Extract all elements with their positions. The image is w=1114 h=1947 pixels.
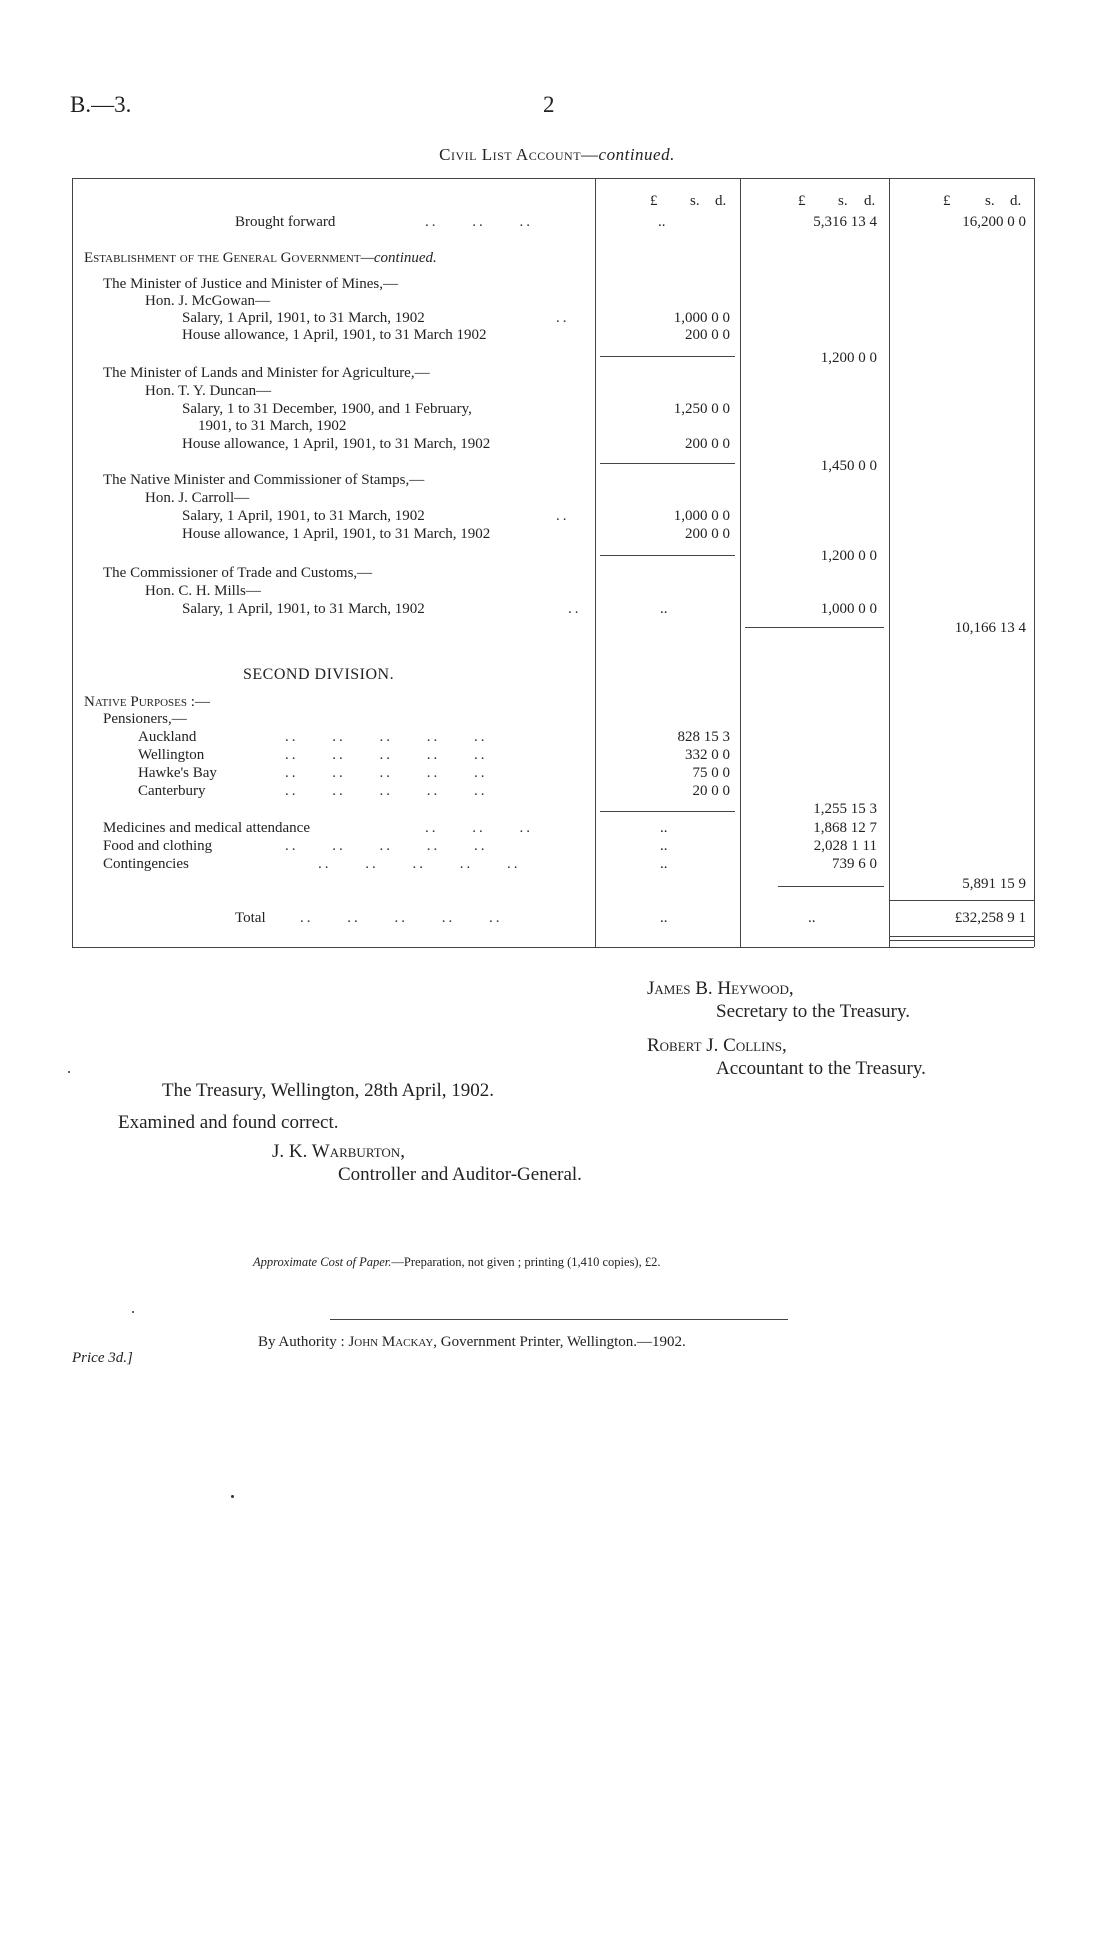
leader-dots: .. .. .. .. .. (285, 747, 488, 763)
col3-shillings-head: s. (985, 193, 995, 209)
native-item-amount: 739 6 0 (832, 856, 877, 872)
second-division-heading: SECOND DIVISION. (243, 666, 395, 683)
imprint-suffix: , Government Printer, Wellington.—1902. (433, 1334, 686, 1350)
pensioner-place: Wellington (138, 747, 205, 763)
establishment-continued: —continued. (360, 250, 437, 266)
imprint-printer-name: John Mackay (348, 1334, 434, 1350)
minister-total: 1,450 0 0 (820, 458, 877, 474)
native-item-col1: .. (660, 856, 668, 872)
minister-line-text: 1901, to 31 March, 1902 (198, 418, 347, 434)
brought-forward-col2: 5,316 13 4 (813, 214, 877, 230)
total-col2: .. (808, 910, 816, 926)
title-continued: continued. (598, 145, 675, 164)
title-main: Civil List Account (439, 145, 582, 164)
subtotal-rule (778, 886, 884, 887)
col1-pounds-head: £ (650, 193, 658, 209)
minister-total: 1,000 0 0 (820, 601, 877, 617)
total-label: Total (235, 910, 266, 926)
minister-title: The Commissioner of Trade and Customs,— (103, 565, 373, 581)
minister-line-amount: 1,250 0 0 (673, 401, 730, 417)
leader-dots: .. .. .. .. .. (318, 856, 521, 872)
col2-shillings-head: s. (838, 193, 848, 209)
minister-line-text: Salary, 1 to 31 December, 1900, and 1 February, (182, 401, 472, 417)
minister-line-text: House allowance, 1 April, 1901, to 31 March, 1902 (182, 526, 491, 542)
examined-statement: Examined and found correct. (118, 1112, 339, 1133)
pensioners-total: 1,255 15 3 (813, 801, 877, 817)
signatory-collins-name: Robert J. Collins, (647, 1035, 787, 1056)
subtotal-rule (600, 555, 735, 556)
minister-total: 1,200 0 0 (820, 350, 877, 366)
native-item-amount: 2,028 1 11 (813, 838, 877, 854)
table-divider-3 (889, 178, 890, 947)
native-item-amount: 1,868 12 7 (813, 820, 877, 836)
pensioner-amount: 332 0 0 (685, 747, 730, 763)
pensioners-label: Pensioners,— (103, 711, 187, 727)
pensioner-place: Hawke's Bay (138, 765, 217, 781)
minister-line-amount: .. (660, 601, 668, 617)
minister-title: The Minister of Justice and Minister of Mines,— (103, 276, 398, 292)
minister-name: Hon. T. Y. Duncan— (145, 383, 272, 399)
minister-name: Hon. J. McGowan— (145, 293, 270, 309)
minister-line-amount: 200 0 0 (685, 327, 730, 343)
leader-dots: .. .. .. .. .. (285, 765, 488, 781)
minister-title: The Native Minister and Commissioner of Stamps,— (103, 472, 425, 488)
total-rule-top (889, 900, 1034, 901)
signatory-heywood-name: James B. Heywood, (647, 978, 794, 999)
leader-dots: .. .. .. (425, 214, 533, 230)
subtotal-rule (600, 811, 735, 812)
native-purposes-total: 5,891 15 9 (962, 876, 1026, 892)
cost-text: —Preparation, not given ; printing (1,410 copies), £2. (391, 1255, 661, 1269)
col2-pounds-head: £ (798, 193, 806, 209)
col2-pence-head: d. (864, 193, 876, 209)
minister-name: Hon. C. H. Mills— (145, 583, 261, 599)
leader-dots: .. .. .. .. .. (300, 910, 503, 926)
page-number: 2 (543, 92, 555, 117)
col1-pence-head: d. (715, 193, 727, 209)
leader-dots: .. (556, 508, 570, 524)
leader-dots: .. .. .. .. .. (285, 729, 488, 745)
price-note: Price 3d.] (72, 1350, 133, 1366)
minister-line-text: House allowance, 1 April, 1901, to 31 March 1902 (182, 327, 487, 343)
title-dash: — (581, 145, 599, 164)
minister-line-text: Salary, 1 April, 1901, to 31 March, 1902 (182, 601, 425, 617)
subtotal-rule (600, 356, 735, 357)
native-purposes-heading: Native Purposes :— (84, 694, 210, 710)
scan-speck (231, 1495, 234, 1498)
native-item-label: Medicines and medical attendance (103, 820, 310, 836)
leader-dots: .. .. .. .. .. (285, 783, 488, 799)
minister-name: Hon. J. Carroll— (145, 490, 250, 506)
scan-speck (132, 1311, 134, 1313)
native-item-label: Food and clothing (103, 838, 213, 854)
native-item-col1: .. (660, 838, 668, 854)
pensioner-amount: 20 0 0 (692, 783, 730, 799)
col3-pounds-head: £ (943, 193, 951, 209)
native-item-label: Contingencies (103, 856, 189, 872)
pensioner-place: Canterbury (138, 783, 206, 799)
imprint-prefix: By Authority : (258, 1334, 349, 1350)
table-divider-1 (595, 178, 596, 947)
subtotal-rule (600, 463, 735, 464)
col3-pence-head: d. (1010, 193, 1022, 209)
establishment-heading: Establishment of the General Government (84, 250, 361, 266)
cost-label: Approximate Cost of Paper. (253, 1255, 392, 1269)
minister-line-text: Salary, 1 April, 1901, to 31 March, 1902 (182, 310, 425, 326)
minister-line-text: House allowance, 1 April, 1901, to 31 March, 1902 (182, 436, 491, 452)
pensioner-place: Auckland (138, 729, 197, 745)
total-double-rule-1 (889, 936, 1034, 937)
minister-line-amount: 200 0 0 (685, 526, 730, 542)
place-and-date: The Treasury, Wellington, 28th April, 1902. (162, 1080, 495, 1101)
pensioner-amount: 828 15 3 (677, 729, 730, 745)
minister-line-amount: 1,000 0 0 (673, 310, 730, 326)
leader-dots: .. .. .. .. .. (285, 838, 488, 854)
leader-dots: .. .. .. (425, 820, 533, 836)
minister-title: The Minister of Lands and Minister for Agriculture,— (103, 365, 430, 381)
table-border-left (72, 178, 73, 947)
signatory-warburton-title: Controller and Auditor-General. (338, 1164, 582, 1185)
brought-forward-col3: 16,200 0 0 (962, 214, 1026, 230)
subtotal-rule (745, 627, 884, 628)
leader-dots: .. (568, 601, 582, 617)
leader-dots: .. (556, 310, 570, 326)
document-reference: B.—3. (70, 92, 132, 117)
total-double-rule-2 (889, 940, 1034, 941)
page-title (0, 145, 1114, 165)
establishment-total: 10,166 13 4 (954, 620, 1026, 636)
col1-shillings-head: s. (690, 193, 700, 209)
total-col1: .. (660, 910, 668, 926)
brought-forward-label: Brought forward (235, 214, 336, 230)
minister-line-text: Salary, 1 April, 1901, to 31 March, 1902 (182, 508, 425, 524)
signatory-heywood-title: Secretary to the Treasury. (716, 1001, 910, 1022)
minister-total: 1,200 0 0 (820, 548, 877, 564)
signatory-collins-title: Accountant to the Treasury. (716, 1058, 926, 1079)
brought-forward-col1: .. (658, 214, 666, 230)
grand-total: £32,258 9 1 (954, 910, 1026, 926)
native-item-col1: .. (660, 820, 668, 836)
table-border-right (1034, 178, 1035, 947)
table-divider-2 (740, 178, 741, 947)
signatory-warburton-name: J. K. Warburton, (272, 1141, 405, 1162)
footer-rule (330, 1319, 788, 1320)
pensioner-amount: 75 0 0 (692, 765, 730, 781)
minister-line-amount: 1,000 0 0 (673, 508, 730, 524)
minister-line-amount: 200 0 0 (685, 436, 730, 452)
scan-speck (68, 1071, 70, 1073)
